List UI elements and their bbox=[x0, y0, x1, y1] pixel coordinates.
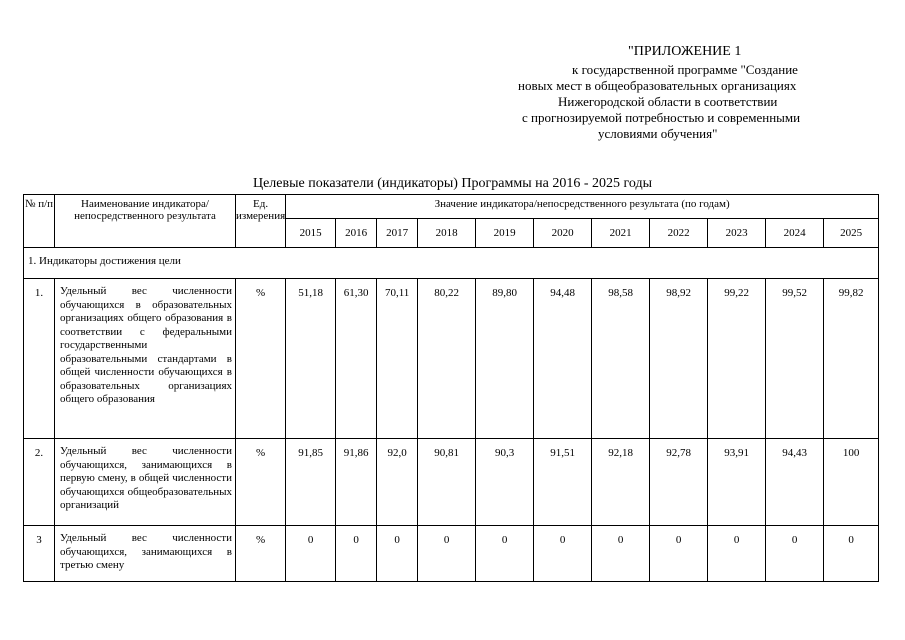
appendix-line: к государственной программе "Создание bbox=[572, 62, 798, 77]
year-header: 2023 bbox=[708, 219, 766, 248]
value-cell: 70,11 bbox=[377, 279, 418, 439]
value-cell: 0 bbox=[766, 526, 824, 582]
table-title: Целевые показатели (индикаторы) Программы на 2016 - 2025 годы bbox=[252, 176, 653, 191]
year-header: 2015 bbox=[286, 219, 336, 248]
value-cell: 90,3 bbox=[476, 439, 534, 526]
value-cell: 0 bbox=[650, 526, 708, 582]
table-row bbox=[24, 279, 879, 439]
appendix-line: Нижегородской области в соответствии bbox=[558, 94, 778, 109]
value-cell: 0 bbox=[336, 526, 377, 582]
value-cell: 0 bbox=[418, 526, 476, 582]
value-cell: 94,43 bbox=[766, 439, 824, 526]
value-cell: 90,81 bbox=[418, 439, 476, 526]
indicator-name: Удельный вес численности обучающихся, занимающихся в первую смену, в общей численности обучающихся общеобразовательных организаций bbox=[55, 439, 236, 526]
table-row bbox=[24, 526, 879, 582]
value-cell: 91,85 bbox=[286, 439, 336, 526]
year-header: 2017 bbox=[377, 219, 418, 248]
year-header: 2024 bbox=[766, 219, 824, 248]
row-number: 1. bbox=[24, 279, 55, 439]
unit-cell: % bbox=[236, 526, 286, 582]
value-cell: 0 bbox=[592, 526, 650, 582]
year-header: 2019 bbox=[476, 219, 534, 248]
header-unit: Ед. измерения bbox=[236, 195, 286, 248]
value-cell: 51,18 bbox=[286, 279, 336, 439]
unit-cell: % bbox=[236, 439, 286, 526]
value-cell: 92,78 bbox=[650, 439, 708, 526]
indicator-name: Удельный вес численности обучающихся в образовательных организациях общего образования в соответствии с федеральными государственными образовательными стандартами в общей численности обучающихся в образовательных организациях общего образования bbox=[55, 279, 236, 439]
value-cell: 98,92 bbox=[650, 279, 708, 439]
value-cell: 61,30 bbox=[336, 279, 377, 439]
unit-cell: % bbox=[236, 279, 286, 439]
value-cell: 94,48 bbox=[534, 279, 592, 439]
header-name: Наименование индикатора/непосредственного результата bbox=[55, 195, 236, 248]
value-cell: 99,22 bbox=[708, 279, 766, 439]
value-cell: 92,18 bbox=[592, 439, 650, 526]
year-header: 2021 bbox=[592, 219, 650, 248]
section-title: 1. Индикаторы достижения цели bbox=[24, 248, 879, 279]
value-cell: 0 bbox=[824, 526, 879, 582]
value-cell: 0 bbox=[377, 526, 418, 582]
year-header: 2025 bbox=[824, 219, 879, 248]
year-header: 2022 bbox=[650, 219, 708, 248]
appendix-line: условиями обучения" bbox=[598, 126, 718, 141]
appendix-line: с прогнозируемой потребностью и современными bbox=[522, 110, 801, 125]
value-cell: 92,0 bbox=[377, 439, 418, 526]
year-header: 2020 bbox=[534, 219, 592, 248]
value-cell: 99,52 bbox=[766, 279, 824, 439]
header-values: Значение индикатора/непосредственного результата (по годам) bbox=[286, 195, 879, 219]
value-cell: 0 bbox=[708, 526, 766, 582]
table-row bbox=[24, 439, 879, 526]
value-cell: 89,80 bbox=[476, 279, 534, 439]
year-header: 2016 bbox=[336, 219, 377, 248]
value-cell: 0 bbox=[476, 526, 534, 582]
value-cell: 91,51 bbox=[534, 439, 592, 526]
value-cell: 80,22 bbox=[418, 279, 476, 439]
appendix-title: "ПРИЛОЖЕНИЕ 1 bbox=[628, 44, 742, 59]
value-cell: 98,58 bbox=[592, 279, 650, 439]
appendix-line: новых мест в общеобразовательных организациях bbox=[518, 78, 797, 93]
value-cell: 0 bbox=[534, 526, 592, 582]
value-cell: 99,82 bbox=[824, 279, 879, 439]
row-number: 3 bbox=[24, 526, 55, 582]
value-cell: 100 bbox=[824, 439, 879, 526]
header-no: № п/п bbox=[24, 195, 55, 248]
value-cell: 91,86 bbox=[336, 439, 377, 526]
row-number: 2. bbox=[24, 439, 55, 526]
value-cell: 93,91 bbox=[708, 439, 766, 526]
indicator-name: Удельный вес численности обучающихся, занимающихся в третью смену bbox=[55, 526, 236, 582]
year-header: 2018 bbox=[418, 219, 476, 248]
value-cell: 0 bbox=[286, 526, 336, 582]
indicators-table bbox=[23, 194, 879, 582]
